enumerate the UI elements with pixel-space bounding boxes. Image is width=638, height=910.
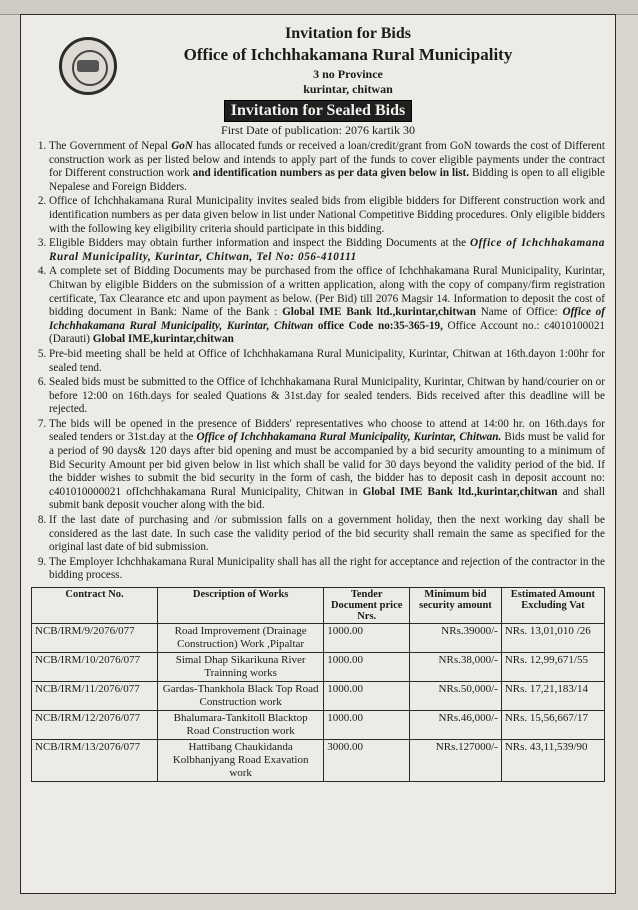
cell-price: 1000.00 — [324, 682, 410, 711]
notice-header — [91, 25, 605, 97]
cell-estimate: NRs. 15,56,667/17 — [501, 711, 604, 740]
cell-security: NRs.46,000/- — [410, 711, 502, 740]
col-estimate: Estimated Amount Excluding Vat — [501, 588, 604, 624]
cell-estimate: NRs. 13,01,010 /26 — [501, 624, 604, 653]
cell-description: Simal Dhap Sikarikuna River Trainning works — [158, 653, 324, 682]
cell-contract: NCB/IRM/12/2076/077 — [32, 711, 158, 740]
nepal-emblem-icon — [59, 37, 117, 95]
cell-description: Gardas-Thankhola Black Top Road Construction work — [158, 682, 324, 711]
cell-description: Hattibang Chaukidanda Kolbhanjyang Road Exavation work — [158, 740, 324, 782]
table-row — [32, 740, 605, 782]
clause-7: 7. The bids will be opened in the presence of Bidders' representatives who choose to attend at 14:00 hr. on 16th.days for sealed tenders or 31st.day at the Office of Ichchhakamana Rural Municipality, Kurintar, Chitwan. Bids must be valid for a period of 90 days& 120 days after bid opening and must be accompanied by a bid security amounting to a minimum of Bid Security Amount per bid given below in list which shall be valid for 30 days beyond the validity period of the bid. If the bidder wishes to submit the bid security in the form of cash, the bidder has to deposit cash in deposit account no: c401010000021 ofIchchhakamana Rural Municipality, Chitwan in Global IME Bank ltd.,kurintar,chitwan and shall submit bank deposit voucher along with the bid. — [49, 418, 605, 513]
cell-price: 1000.00 — [324, 711, 410, 740]
table-row — [32, 624, 605, 653]
clause-2: 2. Office of Ichchhakamana Rural Municipality invites sealed bids from eligible bidders for Different construction work and identification numbers as per data given below in list under National Competitive Bidding procedures. Only eligible bidders with the following key eligibility criteria should participate in this bidding. — [49, 195, 605, 236]
newspaper-top-strip — [0, 0, 638, 15]
cell-security: NRs.39000/- — [410, 624, 502, 653]
cell-estimate: NRs. 12,99,671/55 — [501, 653, 604, 682]
sealed-bids-banner: Invitation for Sealed Bids — [224, 100, 412, 122]
cell-description: Road Improvement (Drainage Construction) Work ,Pipaltar — [158, 624, 324, 653]
col-price: Tender Document price Nrs. — [324, 588, 410, 624]
cell-price: 3000.00 — [324, 740, 410, 782]
clause-9: 9. The Employer Ichchhakamana Rural Municipality shall has all the right for acceptance and rejection of the contractor in the bidding process. — [49, 556, 605, 583]
province: 3 no Province — [313, 67, 383, 81]
clause-5: 5. Pre-bid meeting shall be held at Office of Ichchhakamana Rural Municipality, Kurintar, Chitwan at 16th.dayon 1:00hr for sealed tend. — [49, 348, 605, 375]
table-row — [32, 682, 605, 711]
notice-title: Invitation for Bids — [285, 25, 411, 42]
col-contract: Contract No. — [32, 588, 158, 624]
cell-price: 1000.00 — [324, 653, 410, 682]
cell-contract: NCB/IRM/10/2076/077 — [32, 653, 158, 682]
clause-3: 3. Eligible Bidders may obtain further information and inspect the Bidding Documents at the Office of Ichchhakamana Rural Municipality, Kurintar, Chitwan, Tel No: 056-410111 — [49, 237, 605, 264]
cell-estimate: NRs. 43,11,539/90 — [501, 740, 604, 782]
cell-security: NRs.50,000/- — [410, 682, 502, 711]
cell-estimate: NRs. 17,21,183/14 — [501, 682, 604, 711]
cell-contract: NCB/IRM/13/2076/077 — [32, 740, 158, 782]
clause-list — [31, 140, 605, 583]
col-security: Minimum bid security amount — [410, 588, 502, 624]
location: kurintar, chitwan — [303, 82, 393, 96]
cell-contract: NCB/IRM/11/2076/077 — [32, 682, 158, 711]
clause-4: 4. A complete set of Bidding Documents may be purchased from the office of Ichchhakamana Rural Municipality, Kurintar, Chitwan by eligible Bidders on the submission of a written application, along with the copy of company/firm registration certificate, Tax Clearance etc and upon payment as below. (Per Bid) till 2076 Magsir 14. Information to deposit the cost of bidding document in Bank: Name of the Bank : Global IME Bank ltd.,kurintar,chitwan Name of Office: Office of Ichchhakamana Rural Municipality, Kurintar, Chitwan office Code no:35-365-19, Office Account no.: c4010100021 (Darauti) Global IME,kurintar,chitwan — [49, 265, 605, 347]
cell-contract: NCB/IRM/9/2076/077 — [32, 624, 158, 653]
col-description: Description of Works — [158, 588, 324, 624]
table-row — [32, 711, 605, 740]
cell-security: NRs.127000/- — [410, 740, 502, 782]
bid-table — [31, 587, 605, 782]
clause-8: 8. If the last date of purchasing and /or submission falls on a government holiday, then the next working day shall be considered as the last date. In such case the validity period of the bid security shall remain the same as specified for the original last date of bid submission. — [49, 514, 605, 555]
bid-notice — [20, 14, 616, 894]
cell-security: NRs.38,000/- — [410, 653, 502, 682]
table-header-row — [32, 588, 605, 624]
cell-price: 1000.00 — [324, 624, 410, 653]
cell-description: Bhalumara-Tankitoll Blacktop Road Construction work — [158, 711, 324, 740]
clause-6: 6. Sealed bids must be submitted to the Office of Ichchhakamana Rural Municipality, Kurintar, Chitwan by hand/courier on or before 12:00 on 16th.days for sealed Quations & 31st.day for sealed tenders. Bids received after this deadline will be rejected. — [49, 376, 605, 417]
office-name: Office of Ichchhakamana Rural Municipality — [183, 45, 513, 64]
clause-1: 1. The Government of Nepal GoN has allocated funds or received a loan/credit/grant from GoN towards the cost of Different construction work as per listed below and intends to apply part of the funds to cover eligible payments under the contract for Different construction work and identification numbers as per data given below in list. Bidding is open to all eligible Nepalese and Foreign Bidders. — [49, 140, 605, 194]
publication-date: First Date of publication: 2076 kartik 30 — [221, 123, 415, 137]
table-row — [32, 653, 605, 682]
